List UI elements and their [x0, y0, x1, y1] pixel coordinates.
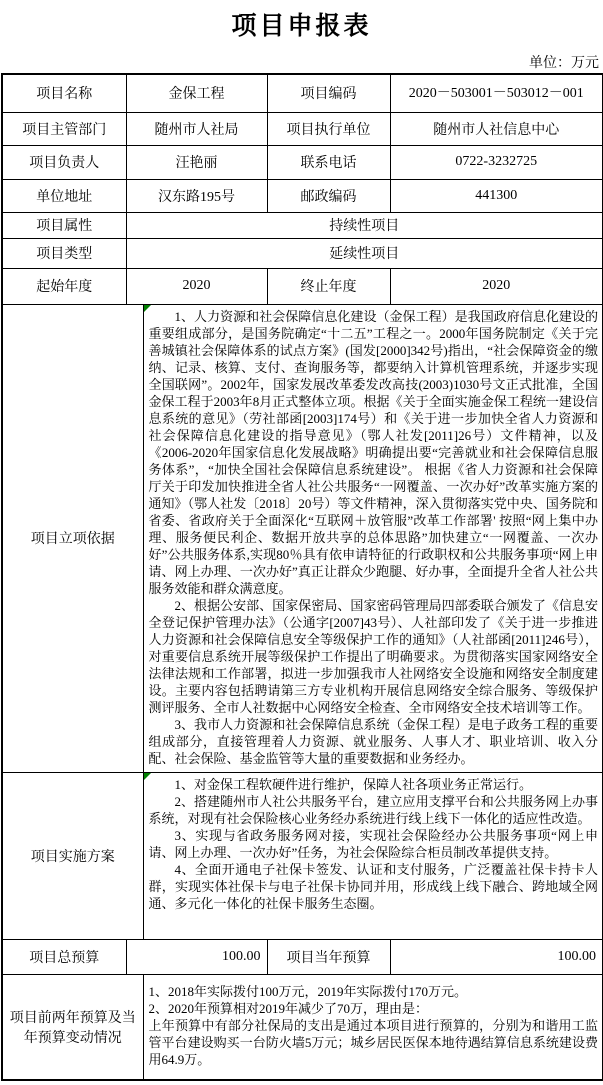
plan-paragraph: 3、实现与省政务服务网对接，实现社会保险经办公共服务事项“网上申请、网上办理、一次办好”任务，为社会保险综合柜员制改革提供支持。: [148, 827, 598, 860]
start-year-label: 起始年度: [2, 268, 126, 304]
project-code-value: [390, 74, 603, 112]
project-leader-value: 汪艳丽: [126, 145, 267, 179]
current-year-budget-value: 100.00: [390, 939, 603, 974]
competent-department-value: 随州市人社局: [126, 112, 267, 145]
start-year-value: 2020: [126, 268, 267, 304]
row-project-name: [2, 74, 603, 112]
basis-label: 项目立项依据: [2, 304, 143, 772]
postal-code-label: 邮政编码: [267, 179, 390, 212]
executing-unit-value: 随州市人社信息中心: [390, 112, 603, 145]
row-address-postal: [2, 179, 603, 212]
budget-history-paragraph: 2、2020年预算相对2019年减少了70万，理由是：: [148, 1000, 429, 1016]
project-name-value: 金保工程: [126, 74, 267, 112]
excel-flag-icon: [144, 773, 151, 780]
plan-paragraph: 1、对金保工程软硬件进行维护，保障人社各项业务正常运行。: [174, 776, 533, 792]
page-title: 项目申报表: [231, 13, 372, 40]
end-year-label: 终止年度: [267, 268, 390, 304]
basis-paragraph: 1、人力资源和社会保障信息化建设（金保工程）是我国政府信息化建设的重要组成部分，是国务院确定“十二五”工程之一。2000年国务院制定《关于完善城镇社会保障体系的试点方案》(国发[2000]342号)指出，“社会保障资金的缴纳、记录、核算、支付、查询服务等，都要纳入计算机管理系统，并逐步实现全国联网”。2002年，国家发展改革委发改高技(2003)1030号文正式批准，全国金保工程于2003年8月正式整体立项。根据《关于全面实施金保工程统一建设信息系统的意见》（劳社部函[2003]174号）和《关于进一步加快全省人力资源和社会保障信息化建设的指导意见》（鄂人社发[2011]26号）文件精神，以及《2006-2020年国家信息化发展战略》明确提出要“完善就业和社会保障信息服务体系”，“加快全国社会保障信息系统建设”。 根据《省人力资源和社会保障厅关于印发加快推进全省人社公共服务“一网覆盖、一次办好”改革实施方案的通知》（鄂人社发〔2018〕20号）等文件精神，深入贯彻落实党中央、国务院和省委、省政府关于全面深化“互联网＋放管服”改革工作部署' 按照“网上集中办理、服务便民利企、数据开放共享的总体思路”加快建立“一网覆盖、一次办好”公共服务体系,实现80％具有依申请特征的行政职权和公共服务事项“网上申请、网上办理、一次办好”真正让群众少跑腿、好办事，全面提升全省人社公共服务效能和群众满意度。: [148, 308, 598, 596]
project-code-label: 项目编码: [267, 74, 390, 112]
row-attribute: [2, 212, 603, 238]
document-page: [0, 6, 603, 1081]
basis-paragraph: 3、我市人力资源和社会保障信息系统（金保工程）是电子政务工程的重要组成部分，直接管理着人力资源、就业服务、人事人才、职业培训、收入分配、社会保险、基金监管等大量的重要数据和业务经办。: [148, 716, 598, 766]
row-plan: [2, 772, 603, 939]
plan-label: 项目实施方案: [2, 772, 143, 939]
budget-history-paragraph: 上年预算中有部分社保局的支出是通过本项目进行预算的，分别为和谐用工监管平台建设购买一台防火墙5万元；城乡居民医保本地待遇结算信息系统建设费用64.9万。: [148, 1017, 598, 1067]
basis-content: [143, 304, 603, 772]
project-attribute-label: 项目属性: [2, 212, 126, 238]
plan-paragraph: 4、全面开通电子社保卡签发、认证和支付服务，广泛覆盖社保卡持卡人群，实现实体社保卡与电子社保卡协同并用，形成线上线下融合、跨地域全网通、多元化一体化的社保卡服务生态圈。: [148, 861, 598, 911]
project-leader-label: 项目负责人: [2, 145, 126, 179]
row-years: [2, 268, 603, 304]
project-name-label: 项目名称: [2, 74, 126, 112]
declaration-table: [1, 73, 603, 1081]
project-type-label: 项目类型: [2, 238, 126, 268]
plan-content: [143, 772, 603, 939]
competent-department-label: 项目主管部门: [2, 112, 126, 145]
row-budget: [2, 939, 603, 974]
row-type: [2, 238, 603, 268]
current-year-budget-label: 项目当年预算: [267, 939, 390, 974]
contact-phone-value: 0722-3232725: [390, 145, 603, 179]
basis-paragraph: 2、根据公安部、国家保密局、国家密码管理局四部委联合颁发了《信息安全登记保护管理办法》（公通字[2007]43号）、人社部印发了《关于进一步推进人力资源和社会保障信息安全等级保护工作的通知》（人社部函[2011]246号），对重要信息系统开展等级保护工作提出了明确要求。为贯彻落实国家网络安全法律法规和工作部署，拟进一步加强我市人社网络安全设施和网络安全制度建设。主要内容包括聘请第三方专业机构开展信息网络安全综合服务、等级保护测评服务、全市人社数据中心网络安全检查、全市网络安全技术培训等工作。: [148, 597, 598, 715]
postal-code-value: 441300: [390, 179, 603, 212]
unit-address-label: 单位地址: [2, 179, 126, 212]
unit-note: 单位：万元: [529, 56, 599, 71]
total-budget-value: 100.00: [126, 939, 267, 974]
excel-flag-icon: [144, 305, 151, 312]
executing-unit-label: 项目执行单位: [267, 112, 390, 145]
plan-paragraph: 2、搭建随州市人社公共服务平台，建立应用支撑平台和公共服务网上办事系统，对现有社会保险核心业务经办系统进行线上线下一体化的适应性改造。: [148, 793, 598, 826]
row-leader-phone: [2, 145, 603, 179]
unit-address-value: 汉东路195号: [126, 179, 267, 212]
project-type-value: 延续性项目: [126, 238, 603, 268]
project-attribute-value: 持续性项目: [126, 212, 603, 238]
budget-history-label: 项目前两年预算及当年预算变动情况: [2, 974, 143, 1080]
contact-phone-label: 联系电话: [267, 145, 390, 179]
row-budget-history: [2, 974, 603, 1080]
project-code-text: 2020－503001－503012－001: [408, 85, 584, 101]
total-budget-label: 项目总预算: [2, 939, 126, 974]
budget-history-paragraph: 1、2018年实际拨付100万元，2019年实际拨付170万元。: [148, 983, 468, 999]
budget-history-content: [143, 974, 603, 1080]
row-basis: [2, 304, 603, 772]
row-departments: [2, 112, 603, 145]
end-year-value: 2020: [390, 268, 603, 304]
